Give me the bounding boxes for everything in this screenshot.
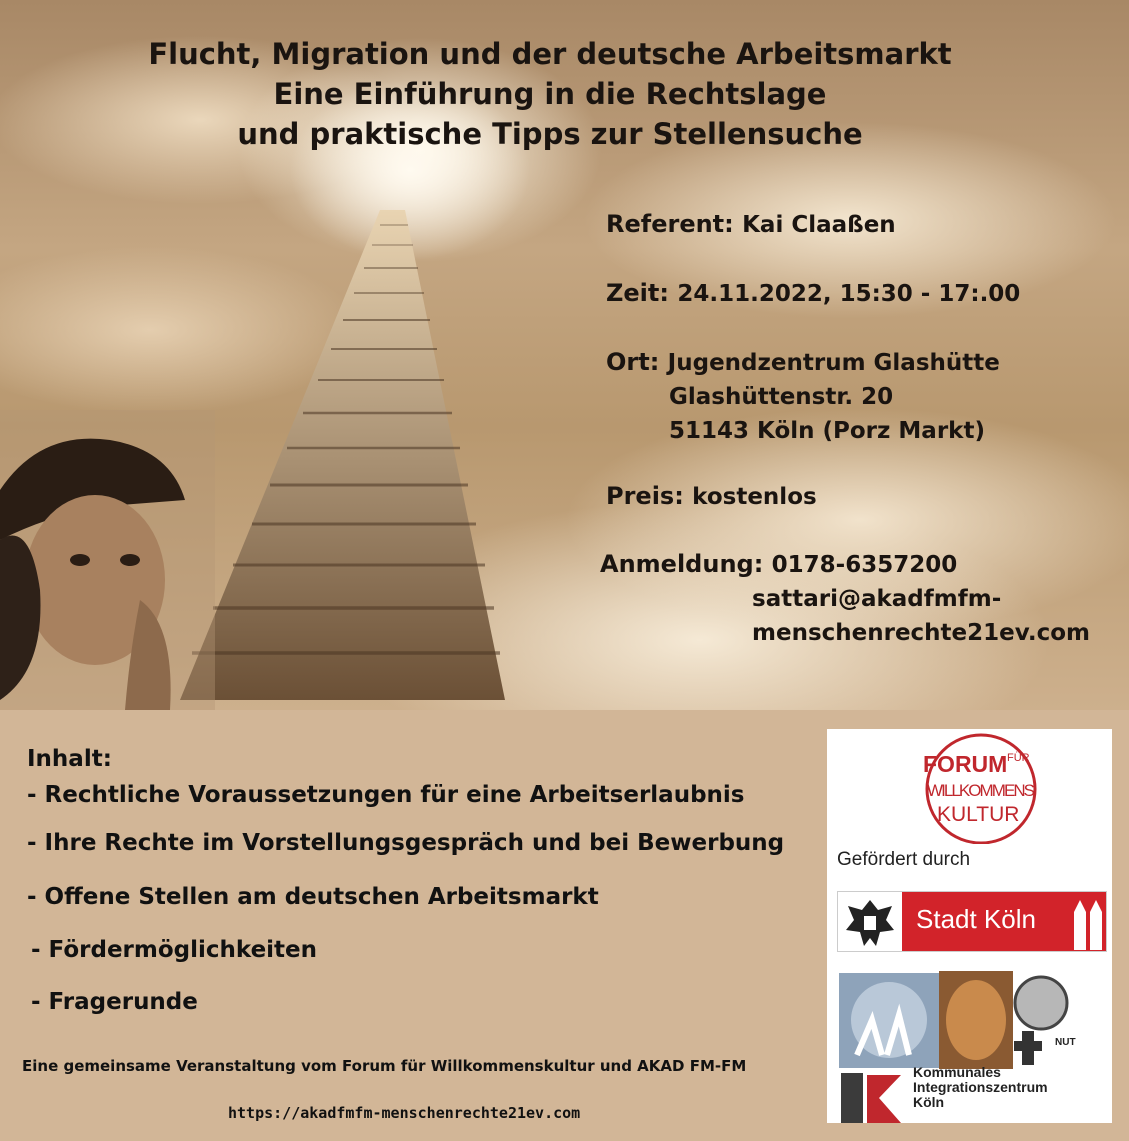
content-item: - Rechtliche Voraussetzungen für eine Arbeitserlaubnis bbox=[27, 782, 745, 808]
ki-line-2: Integrationszentrum bbox=[913, 1079, 1048, 1095]
ki-logo-mark bbox=[841, 1073, 863, 1123]
nut-label: NUT bbox=[1055, 1037, 1076, 1048]
referent-label: Referent: bbox=[606, 210, 734, 238]
content-item: - Fragerunde bbox=[31, 989, 198, 1015]
ort-line-2-row bbox=[669, 382, 893, 410]
event-title bbox=[0, 34, 1100, 154]
content-item: - Ihre Rechte im Vorstellungsgespräch und bei Bewerbung bbox=[27, 830, 785, 856]
kultur-word: KULTUR bbox=[937, 803, 1020, 826]
forum-word: FORUM bbox=[923, 751, 1008, 777]
preis-value: kostenlos bbox=[692, 484, 817, 510]
content-item: - Fördermöglichkeiten bbox=[31, 937, 318, 963]
ort-line-3-row bbox=[669, 416, 985, 444]
sponsor-logos-panel bbox=[827, 729, 1112, 1123]
ort-line-2: Glashüttenstr. 20 bbox=[669, 384, 894, 410]
email-line-2: menschenrechte21ev.com bbox=[752, 620, 1091, 646]
referent-value: Kai Claaßen bbox=[742, 212, 896, 238]
title-line-2: Eine Einführung in die Rechtslage bbox=[273, 77, 827, 111]
email-line-1: sattari@akadfmfm- bbox=[752, 586, 1002, 612]
gear-emblem-icon bbox=[1015, 977, 1067, 1029]
ort-line-3: 51143 Köln (Porz Markt) bbox=[669, 418, 985, 444]
ort-row bbox=[606, 348, 1000, 376]
content-item: - Offene Stellen am deutschen Arbeitsmarkt bbox=[27, 884, 599, 910]
anmeldung-label: Anmeldung: bbox=[600, 550, 764, 578]
ki-logo-text bbox=[913, 1065, 1048, 1110]
title-line-3: und praktische Tipps zur Stellensuche bbox=[237, 117, 863, 151]
website-url: https://akadfmfm-menschenrechte21ev.com bbox=[228, 1104, 581, 1122]
ort-label: Ort: bbox=[606, 348, 660, 376]
zeit-row bbox=[606, 279, 1020, 307]
organizers-note: Eine gemeinsame Veranstaltung vom Forum für Willkommenskultur und AKAD FM-FM bbox=[22, 1057, 747, 1075]
stadt-koeln-logo bbox=[837, 891, 1107, 952]
email-line-1-row bbox=[752, 584, 1001, 612]
willkommens-word: WILLKOMMENS bbox=[927, 781, 1035, 800]
stadt-koeln-label: Stadt Köln bbox=[916, 904, 1036, 934]
content-heading: Inhalt: bbox=[27, 746, 112, 772]
zeit-label: Zeit: bbox=[606, 279, 669, 307]
funded-by-label: Gefördert durch bbox=[837, 849, 971, 870]
ort-line-1: Jugendzentrum Glashütte bbox=[667, 350, 1000, 376]
ki-line-3: Köln bbox=[913, 1094, 945, 1110]
anmeldung-row bbox=[600, 550, 957, 578]
anmeldung-phone: 0178-6357200 bbox=[771, 552, 958, 578]
ki-line-1: Kommunales bbox=[913, 1064, 1001, 1080]
fuer-word: FÜR bbox=[1007, 752, 1030, 764]
email-line-2-row bbox=[752, 618, 1090, 646]
referent-row bbox=[606, 210, 896, 238]
eagle-crest-icon bbox=[840, 892, 900, 951]
preis-label: Preis: bbox=[606, 482, 684, 510]
child-portrait-image bbox=[0, 410, 215, 710]
forum-willkommenskultur-logo bbox=[827, 729, 1112, 844]
zeit-value: 24.11.2022, 15:30 - 17:.00 bbox=[677, 281, 1021, 307]
preis-row bbox=[606, 482, 817, 510]
title-line-1: Flucht, Migration und der deutsche Arbeitsmarkt bbox=[148, 37, 952, 71]
